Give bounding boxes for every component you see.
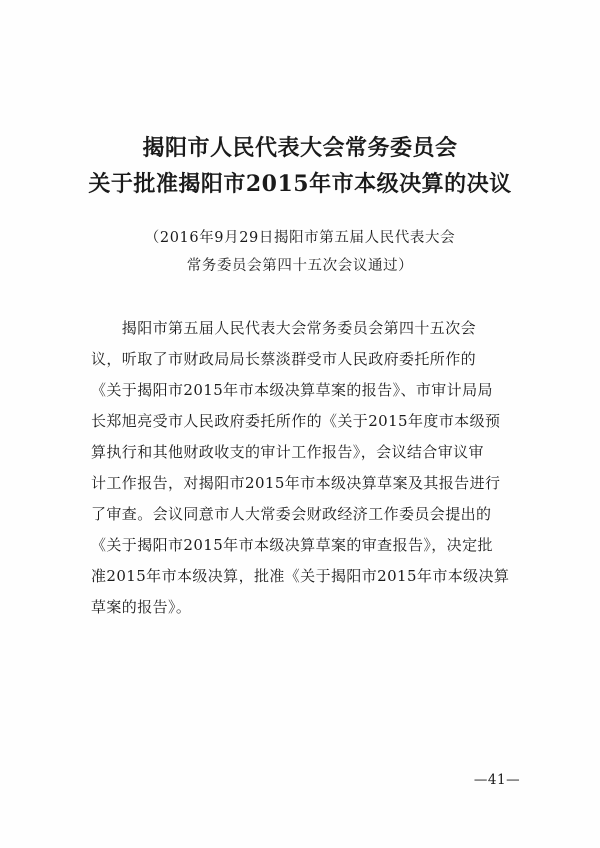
- body-line: 草案的报告》。: [91, 598, 192, 616]
- body-line: 准2015年市本级决算，批准《关于揭阳市2015年市本级决算: [91, 567, 510, 585]
- body-line: 《关于揭阳市2015年市本级决算草案的报告》、市审计局局: [91, 381, 493, 399]
- subtitle-line-1: （2016年9月29日揭阳市第五届人民代表大会: [144, 230, 456, 246]
- body-line: 揭阳市第五届人民代表大会常务委员会第四十五次会: [91, 319, 477, 337]
- body-line: 算执行和其他财政收支的审计工作报告》，会议结合审议审: [91, 443, 484, 461]
- body-line: 长郑旭亮受市人民政府委托所作的《关于2015年度市本级预: [91, 412, 501, 430]
- page-number: —41—: [473, 772, 521, 788]
- body-line: 计工作报告，对揭阳市2015年市本级决算草案及其报告进行: [91, 474, 501, 492]
- body-line: 《关于揭阳市2015年市本级决算草案的审查报告》，决定批: [91, 536, 493, 554]
- body-line: 议，听取了市财政局局长蔡淡群受市人民政府委托所作的: [91, 350, 477, 368]
- title-line-2: 关于批准揭阳市2015年市本级决算的决议: [88, 171, 512, 197]
- body-line: 了审查。会议同意市人大常委会财政经济工作委员会提出的: [91, 505, 492, 523]
- subtitle-line-2: 常务委员会第四十五次会议通过）: [186, 258, 414, 274]
- title-line-1: 揭阳市人民代表大会常务委员会: [142, 135, 458, 161]
